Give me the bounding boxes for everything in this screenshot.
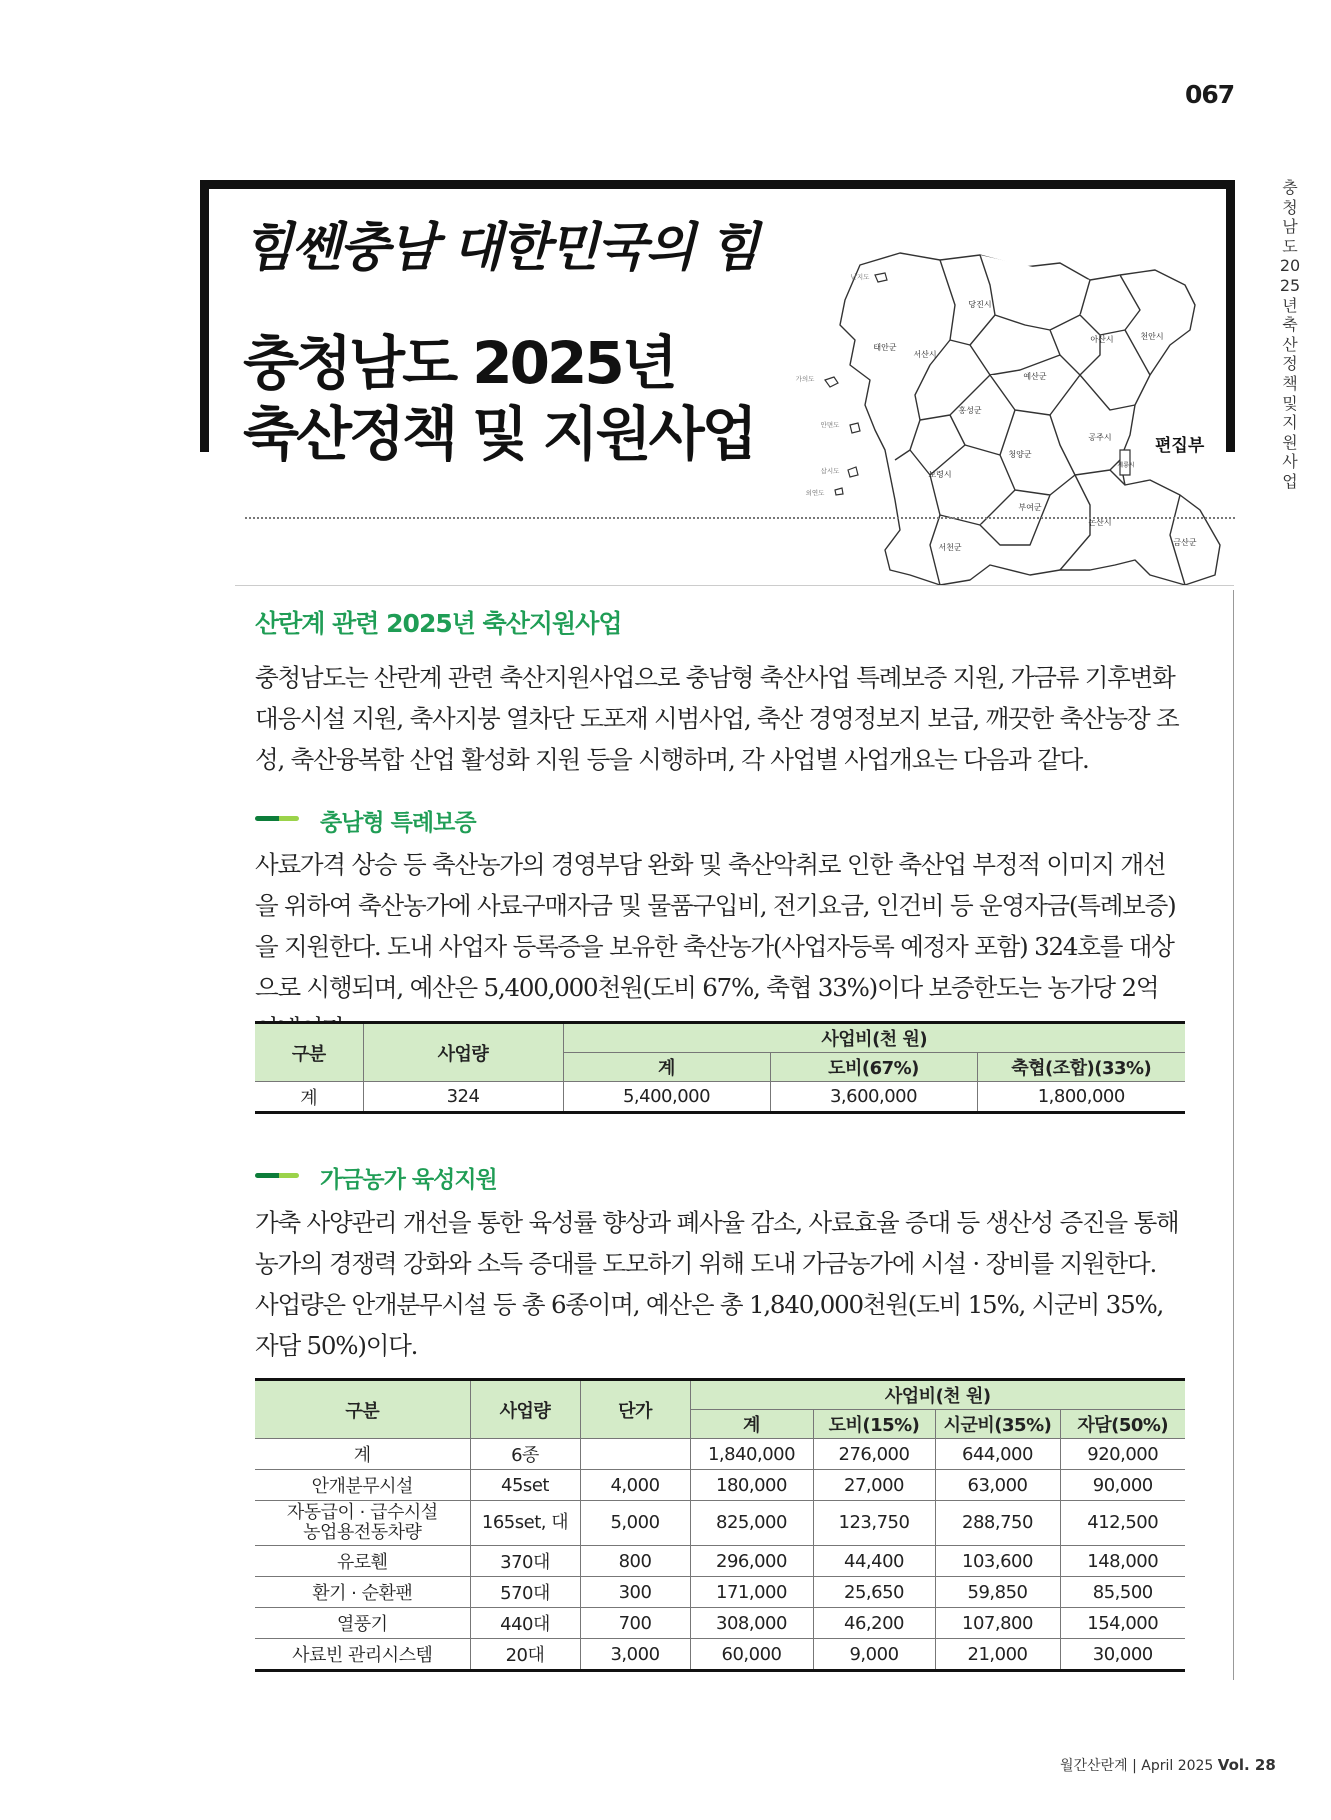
table-cell: 171,000 — [690, 1577, 813, 1608]
table-cell: 45set — [470, 1470, 580, 1501]
map-label: 가의도 — [795, 375, 815, 383]
table-cell: 165set, 대 — [470, 1501, 580, 1546]
table-header: 사업비(천 원) — [690, 1380, 1185, 1410]
table-cell: 환기 · 순환팬 — [255, 1577, 470, 1608]
section-title: 산란계 관련 2025년 축산지원사업 — [255, 609, 622, 638]
table-row — [255, 1501, 1185, 1546]
table-cell — [580, 1439, 690, 1470]
subheading-guarantee: 충남형 특례보증 — [320, 810, 476, 836]
table-row — [255, 1470, 1185, 1501]
table-cell: 25,650 — [813, 1577, 935, 1608]
table-cell: 644,000 — [935, 1439, 1060, 1470]
table-cell: 계 — [255, 1439, 470, 1470]
table-cell: 60,000 — [690, 1639, 813, 1671]
article-title-line1: 충청남도 2025년 — [243, 329, 675, 397]
table-cell: 440대 — [470, 1608, 580, 1639]
map-label: 삽시도 — [820, 467, 840, 475]
table-cell: 296,000 — [690, 1546, 813, 1577]
poultry-paragraph: 가축 사양관리 개선을 통한 육성률 향상과 폐사율 감소, 사료효율 증대 등 생산성 증진을 통해 농가의 경쟁력 강화와 소득 증대를 도모하기 위해 도내 가금농가에 시설 · 장비를 지원한다. 사업량은 안개분무시설 등 총 6종이며, 예산은 총 1,840,000천원(도비 15%, 시군비 35%, 자담 50%)이다. — [255, 1208, 1179, 1360]
table-cell: 1,800,000 — [977, 1082, 1185, 1113]
right-column-rule — [1233, 590, 1234, 1680]
table-header: 구분 — [255, 1380, 470, 1439]
page-number: 067 — [1185, 80, 1235, 109]
table-header: 계 — [563, 1053, 770, 1082]
table-cell: 44,400 — [813, 1546, 935, 1577]
table-header: 사업량 — [363, 1023, 563, 1082]
subhead-dash-icon — [255, 1173, 299, 1178]
map-label: 계룡시 — [1117, 462, 1135, 469]
table-cell: 85,500 — [1060, 1577, 1185, 1608]
table-row — [255, 1546, 1185, 1577]
slogan-calligraphy: 힘쎈충남 대한민국의 힘 — [243, 217, 758, 278]
table-cell: 300 — [580, 1577, 690, 1608]
table-cell: 148,000 — [1060, 1546, 1185, 1577]
table-cell: 63,000 — [935, 1470, 1060, 1501]
map-label: 부여군 — [1018, 503, 1042, 512]
page-footer — [1060, 1755, 1276, 1775]
table-cell: 180,000 — [690, 1470, 813, 1501]
map-label: 보령시 — [928, 470, 952, 479]
table-cell: 3,000 — [580, 1639, 690, 1671]
table-cell: 4,000 — [580, 1470, 690, 1501]
map-label: 난지도 — [850, 273, 870, 281]
table-header: 사업량 — [470, 1380, 580, 1439]
map-label: 안면도 — [820, 421, 840, 429]
footer-volume: Vol. 28 — [1217, 1756, 1276, 1774]
poultry-table — [255, 1378, 1185, 1672]
table-cell: 46,200 — [813, 1608, 935, 1639]
map-label: 태안군 — [873, 343, 897, 352]
table-cell: 3,600,000 — [770, 1082, 977, 1113]
table-cell: 412,500 — [1060, 1501, 1185, 1546]
table-cell: 유로휀 — [255, 1546, 470, 1577]
table-cell: 370대 — [470, 1546, 580, 1577]
table-cell: 276,000 — [813, 1439, 935, 1470]
table-cell: 59,850 — [935, 1577, 1060, 1608]
byline: 편집부 — [1155, 436, 1205, 456]
map-label: 아산시 — [1090, 335, 1114, 344]
table-cell: 21,000 — [935, 1639, 1060, 1671]
intro-paragraph: 충청남도는 산란계 관련 축산지원사업으로 충남형 축산사업 특례보증 지원, 가금류 기후변화 대응시설 지원, 축사지붕 열차단 도포재 시범사업, 축산 경영정보지 보급, 깨끗한 축산농장 조성, 축산융복합 산업 활성화 지원 등을 시행하며, 각 사업별 사업개요는 다음과 같다. — [255, 663, 1179, 774]
map-label: 금산군 — [1173, 538, 1197, 547]
footer-separator: | — [1132, 1758, 1137, 1774]
map-label: 당진시 — [968, 300, 992, 309]
table-row — [255, 1439, 1185, 1470]
table-cell: 324 — [363, 1082, 563, 1113]
table-header: 도비(15%) — [813, 1410, 935, 1439]
table-header: 축협(조합)(33%) — [977, 1053, 1185, 1082]
dotted-divider — [245, 517, 1235, 519]
table-header: 계 — [690, 1410, 813, 1439]
table-cell: 계 — [255, 1082, 363, 1113]
table-row — [255, 1577, 1185, 1608]
map-label: 공주시 — [1088, 433, 1112, 442]
table-cell: 103,600 — [935, 1546, 1060, 1577]
table-cell: 5,000 — [580, 1501, 690, 1546]
table-header: 단가 — [580, 1380, 690, 1439]
map-label: 홍성군 — [958, 406, 982, 415]
map-label: 청양군 — [1008, 450, 1032, 459]
table-cell: 안개분무시설 — [255, 1470, 470, 1501]
map-label: 서산시 — [913, 350, 937, 359]
province-map — [790, 245, 1235, 597]
article-title-line2: 축산정책 및 지원사업 — [243, 400, 755, 468]
table-cell: 920,000 — [1060, 1439, 1185, 1470]
side-running-title: 충청남도 2025년 축산정책 및 지원사업 — [1279, 178, 1303, 491]
table-header: 도비(67%) — [770, 1053, 977, 1082]
body-top-rule — [235, 585, 1234, 586]
table-cell: 5,400,000 — [563, 1082, 770, 1113]
table-cell: 800 — [580, 1546, 690, 1577]
table-cell: 90,000 — [1060, 1470, 1185, 1501]
table-cell: 9,000 — [813, 1639, 935, 1671]
footer-magazine: 월간산란계 — [1060, 1758, 1128, 1774]
map-label: 외연도 — [805, 489, 825, 497]
subheading-poultry: 가금농가 육성지원 — [320, 1167, 497, 1193]
table-row — [255, 1639, 1185, 1671]
table-cell-line: 자동급이 · 급수시설 — [286, 1502, 438, 1523]
table-cell: 288,750 — [935, 1501, 1060, 1546]
table-cell: 열풍기 — [255, 1608, 470, 1639]
map-label: 논산시 — [1088, 518, 1112, 527]
table-cell: 154,000 — [1060, 1608, 1185, 1639]
table-cell: 308,000 — [690, 1608, 813, 1639]
table-header: 사업비(천 원) — [563, 1023, 1185, 1053]
table-header: 시군비(35%) — [935, 1410, 1060, 1439]
table-cell-line: 농업용전동차량 — [303, 1522, 422, 1543]
table-cell: 30,000 — [1060, 1639, 1185, 1671]
footer-date: April 2025 — [1141, 1758, 1214, 1774]
map-label: 천안시 — [1140, 332, 1164, 341]
table-cell: 123,750 — [813, 1501, 935, 1546]
table-row — [255, 1082, 1185, 1113]
table-cell: 570대 — [470, 1577, 580, 1608]
subhead-dash-icon — [255, 816, 299, 821]
table-cell — [255, 1501, 470, 1546]
table-cell: 107,800 — [935, 1608, 1060, 1639]
table-row — [255, 1608, 1185, 1639]
table-cell: 20대 — [470, 1639, 580, 1671]
guarantee-paragraph: 사료가격 상승 등 축산농가의 경영부담 완화 및 축산악취로 인한 축산업 부정적 이미지 개선을 위하여 축산농가에 사료구매자금 및 물품구입비, 전기요금, 인건비 등 운영자금(특례보증)을 지원한다. 도내 사업자 등록증을 보유한 축산농가(사업자등록 예정자 포함) 324호를 대상으로 시행되며, 예산은 5,400,000천원(도비 67%, 축협 33%)이다 보증한도는 농가당 2억 — [255, 850, 1176, 1002]
table-cell: 700 — [580, 1608, 690, 1639]
table-cell: 사료빈 관리시스템 — [255, 1639, 470, 1671]
map-label: 예산군 — [1023, 372, 1047, 381]
map-label: 서천군 — [938, 543, 962, 552]
table-cell: 6종 — [470, 1439, 580, 1470]
guarantee-table — [255, 1021, 1185, 1114]
table-cell: 825,000 — [690, 1501, 813, 1546]
table-cell: 1,840,000 — [690, 1439, 813, 1470]
table-header: 자담(50%) — [1060, 1410, 1185, 1439]
table-cell: 27,000 — [813, 1470, 935, 1501]
table-header: 구분 — [255, 1023, 363, 1082]
